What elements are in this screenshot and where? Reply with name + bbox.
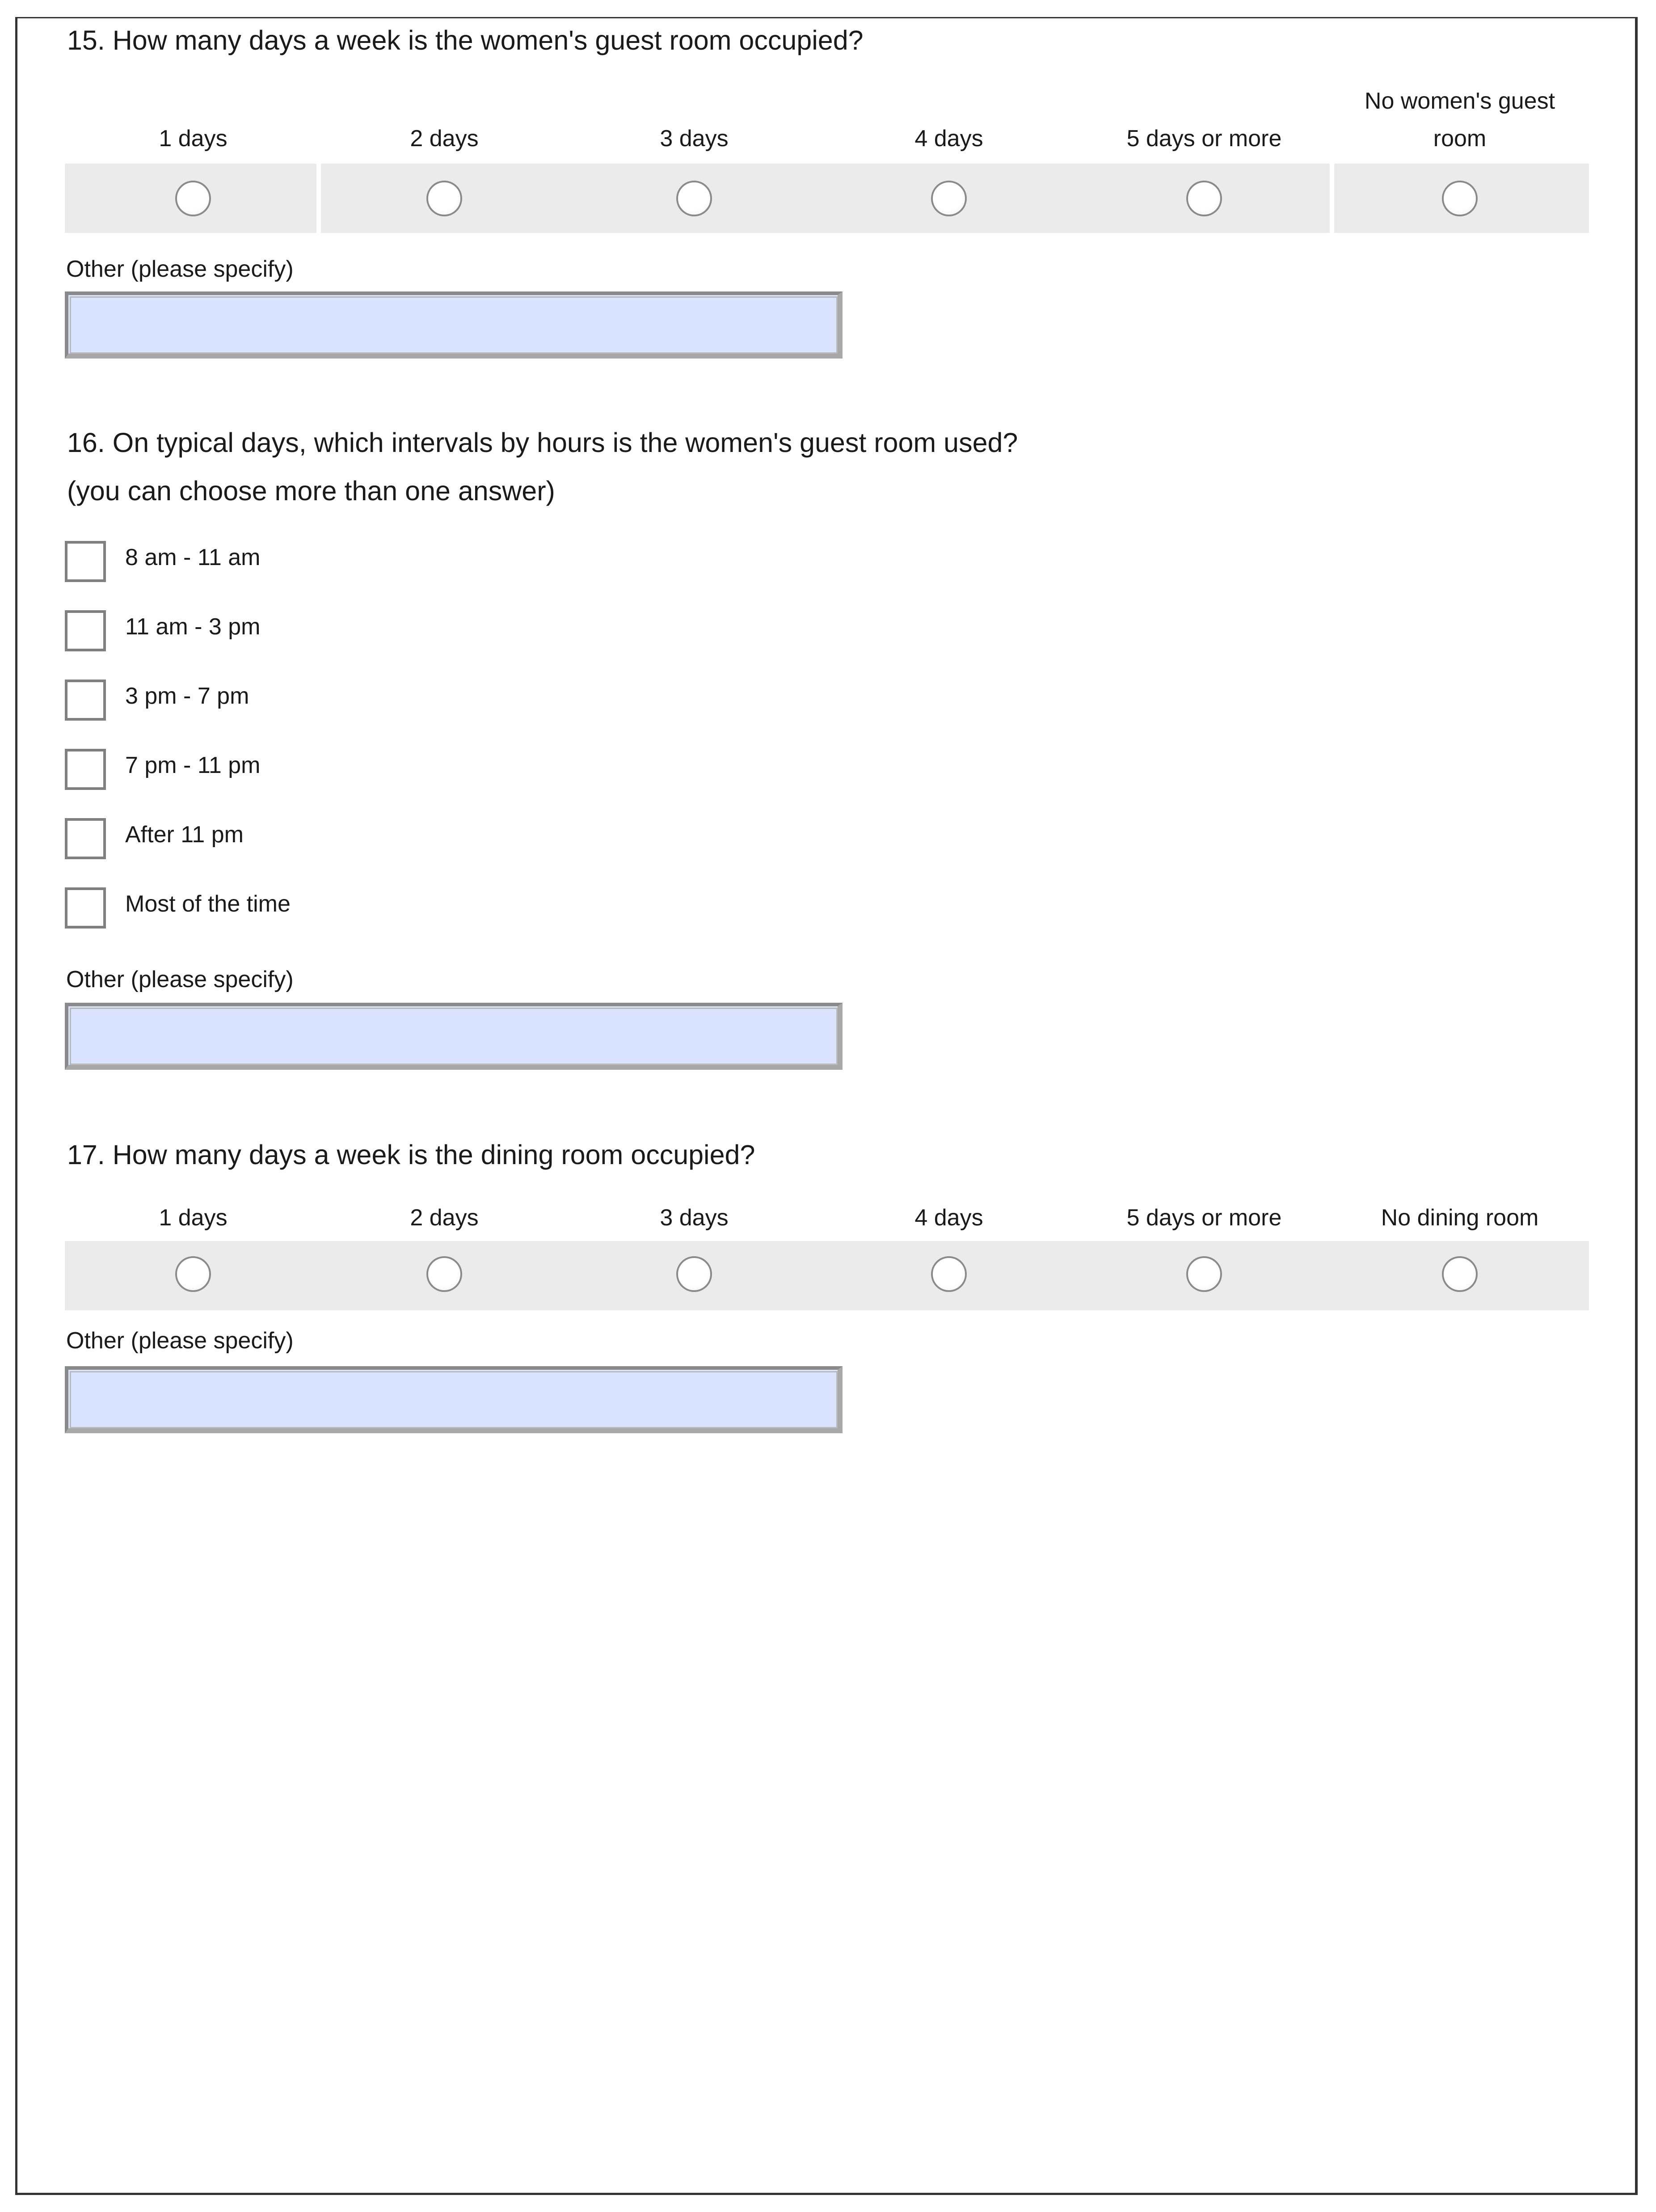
q17-radio-3-days[interactable] (676, 1256, 712, 1292)
q17-other-label: Other (please specify) (66, 1328, 294, 1354)
q16-option-label: Most of the time (125, 891, 291, 917)
q16-other-input[interactable] (65, 1003, 843, 1070)
q15-band-divider (1330, 164, 1334, 233)
q16-option-label: 8 am - 11 am (125, 545, 261, 570)
q16-title-line2: (you can choose more than one answer) (67, 476, 555, 506)
q17-radio-no-dining-room[interactable] (1442, 1256, 1478, 1292)
q16-option-label: 7 pm - 11 pm (125, 752, 261, 778)
q16-checkbox-7pm-11pm[interactable] (65, 749, 106, 790)
q16-option-label: 11 am - 3 pm (125, 614, 261, 640)
q15-option-label-6-line2: room (1433, 126, 1487, 152)
q15-other-input[interactable] (65, 291, 843, 359)
q17-option-label-1: 1 days (159, 1205, 228, 1231)
q15-radio-no-room[interactable] (1442, 181, 1478, 216)
q17-radio-4-days[interactable] (931, 1256, 967, 1292)
q15-band-divider (316, 164, 321, 233)
q15-option-label-6-line1: No women's guest (1364, 88, 1555, 114)
q17-radio-1-days[interactable] (175, 1256, 211, 1292)
q15-radio-2-days[interactable] (426, 181, 462, 216)
q17-other-input[interactable] (65, 1366, 843, 1433)
q17-radio-row (65, 1241, 1589, 1310)
q16-option-label: 3 pm - 7 pm (125, 683, 249, 709)
q15-radio-1-days[interactable] (175, 181, 211, 216)
q16-other-label: Other (please specify) (66, 967, 294, 992)
q15-option-label-2: 2 days (410, 126, 479, 152)
q17-option-label-4: 4 days (914, 1205, 983, 1231)
q17-option-label-5: 5 days or more (1126, 1205, 1282, 1231)
q15-option-label-4: 4 days (914, 126, 983, 152)
q16-checkbox-3pm-7pm[interactable] (65, 680, 106, 721)
q15-radio-5-days-or-more[interactable] (1186, 181, 1222, 216)
q17-option-label-6: No dining room (1381, 1205, 1539, 1231)
q16-checkbox-8am-11am[interactable] (65, 541, 106, 582)
q15-radio-4-days[interactable] (931, 181, 967, 216)
q15-radio-row (65, 164, 1589, 233)
q17-radio-2-days[interactable] (426, 1256, 462, 1292)
q16-checkbox-after-11pm[interactable] (65, 818, 106, 859)
q17-radio-5-days-or-more[interactable] (1186, 1256, 1222, 1292)
q15-title: 15. How many days a week is the women's guest room occupied? (67, 25, 864, 55)
q15-option-label-1: 1 days (159, 126, 228, 152)
q15-option-label-5: 5 days or more (1126, 126, 1282, 152)
q16-checkbox-most-of-the-time[interactable] (65, 887, 106, 929)
q17-title: 17. How many days a week is the dining room occupied? (67, 1140, 755, 1170)
q17-option-label-2: 2 days (410, 1205, 479, 1231)
q16-option-label: After 11 pm (125, 822, 244, 848)
q15-option-label-3: 3 days (660, 126, 729, 152)
q15-other-label: Other (please specify) (66, 256, 294, 282)
q16-title-line1: 16. On typical days, which intervals by hours is the women's guest room used? (67, 427, 1018, 458)
q15-radio-3-days[interactable] (676, 181, 712, 216)
q16-checkbox-11am-3pm[interactable] (65, 610, 106, 651)
q17-option-label-3: 3 days (660, 1205, 729, 1231)
